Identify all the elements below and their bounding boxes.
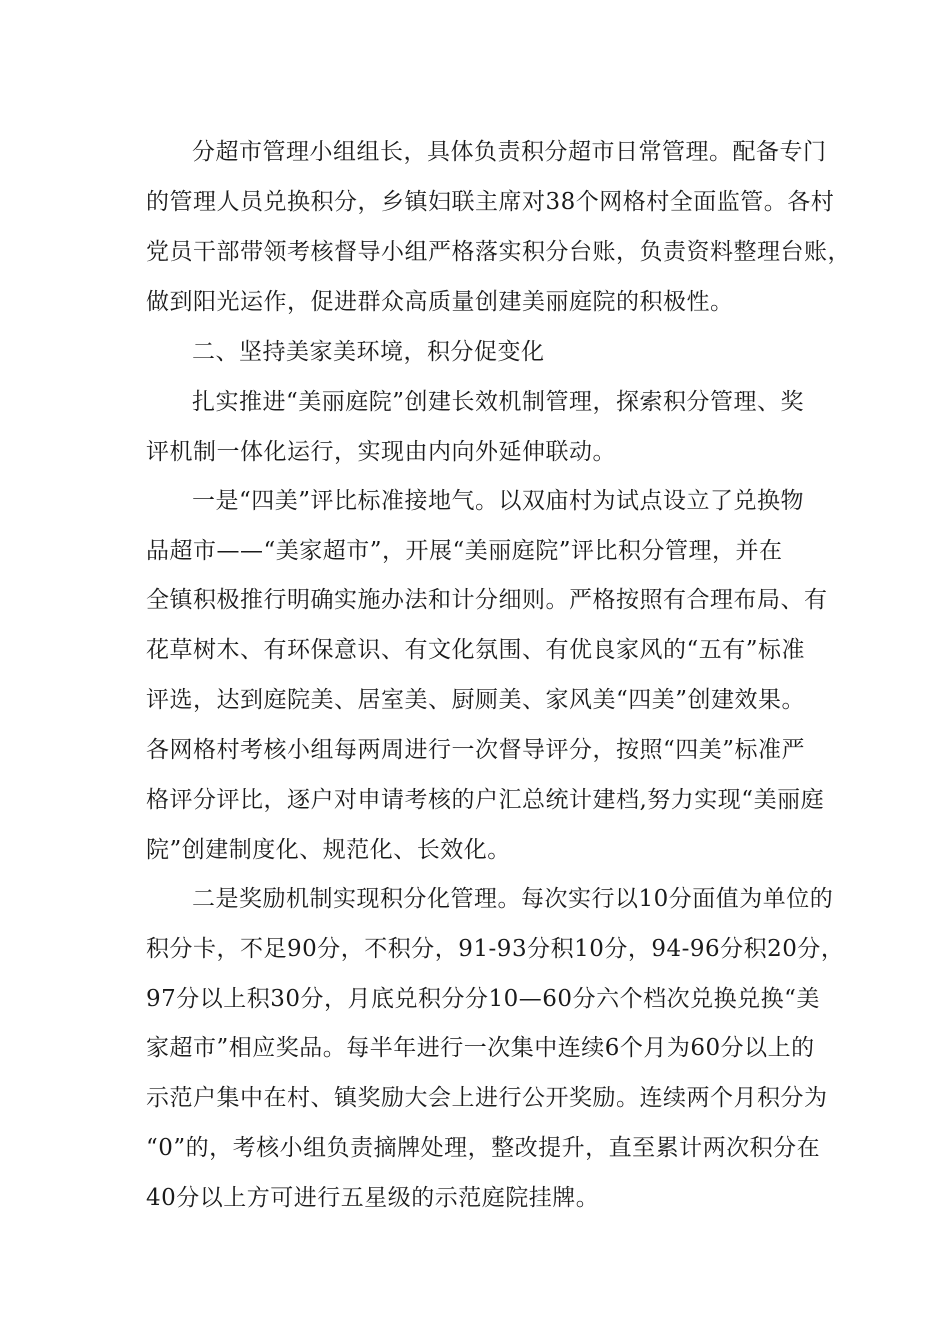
text-line: 的管理人员兑换积分，乡镇妇联主席对38个网格村全面监管。各村 <box>146 189 835 215</box>
text-line: 40分以上方可进行五星级的示范庭院挂牌。 <box>146 1185 600 1211</box>
text-line: 全镇积极推行明确实施办法和计分细则。严格按照有合理布局、有 <box>146 587 828 613</box>
section-heading: 二、坚持美家美环境，积分促变化 <box>192 339 545 365</box>
text-line: 品超市——“美家超市”，开展“美丽庭院”评比积分管理，并在 <box>146 538 783 564</box>
text-line: 做到阳光运作，促进群众高质量创建美丽庭院的积极性。 <box>146 289 734 315</box>
text-line: 院”创建制度化、规范化、长效化。 <box>146 837 511 863</box>
text-line: 扎实推进“美丽庭院”创建长效机制管理，探索积分管理、奖 <box>192 389 805 415</box>
text-line: 格评分评比，逐户对申请考核的户汇总统计建档,努力实现“美丽庭 <box>146 787 825 813</box>
text-line: 评选，达到庭院美、居室美、厨厕美、家风美“四美”创建效果。 <box>146 687 806 713</box>
text-line: 二是奖励机制实现积分化管理。每次实行以10分面值为单位的 <box>192 886 834 912</box>
text-line: 花草树木、有环保意识、有文化氛围、有优良家风的“五有”标准 <box>146 637 806 663</box>
text-line: 评机制一体化运行，实现由内向外延伸联动。 <box>146 439 616 465</box>
text-line: 家超市”相应奖品。每半年进行一次集中连续6个月为60分以上的 <box>146 1035 815 1061</box>
text-line: 各网格村考核小组每两周进行一次督导评分，按照“四美”标准严 <box>146 737 806 763</box>
text-line: 分超市管理小组组长，具体负责积分超市日常管理。配备专门 <box>192 139 827 165</box>
text-line: 示范户集中在村、镇奖励大会上进行公开奖励。连续两个月积分为 <box>146 1085 828 1111</box>
text-line: “0”的，考核小组负责摘牌处理，整改提升，直至累计两次积分在 <box>146 1135 821 1161</box>
text-line: 积分卡，不足90分，不积分，91-93分积10分，94-96分积20分， <box>146 936 845 962</box>
text-line: 党员干部带领考核督导小组严格落实积分台账，负责资料整理台账， <box>146 239 851 265</box>
text-line: 一是“四美”评比标准接地气。以双庙村为试点设立了兑换物 <box>192 488 805 514</box>
text-line: 97分以上积30分，月底兑积分分10—60分六个档次兑换兑换“美 <box>146 986 820 1012</box>
